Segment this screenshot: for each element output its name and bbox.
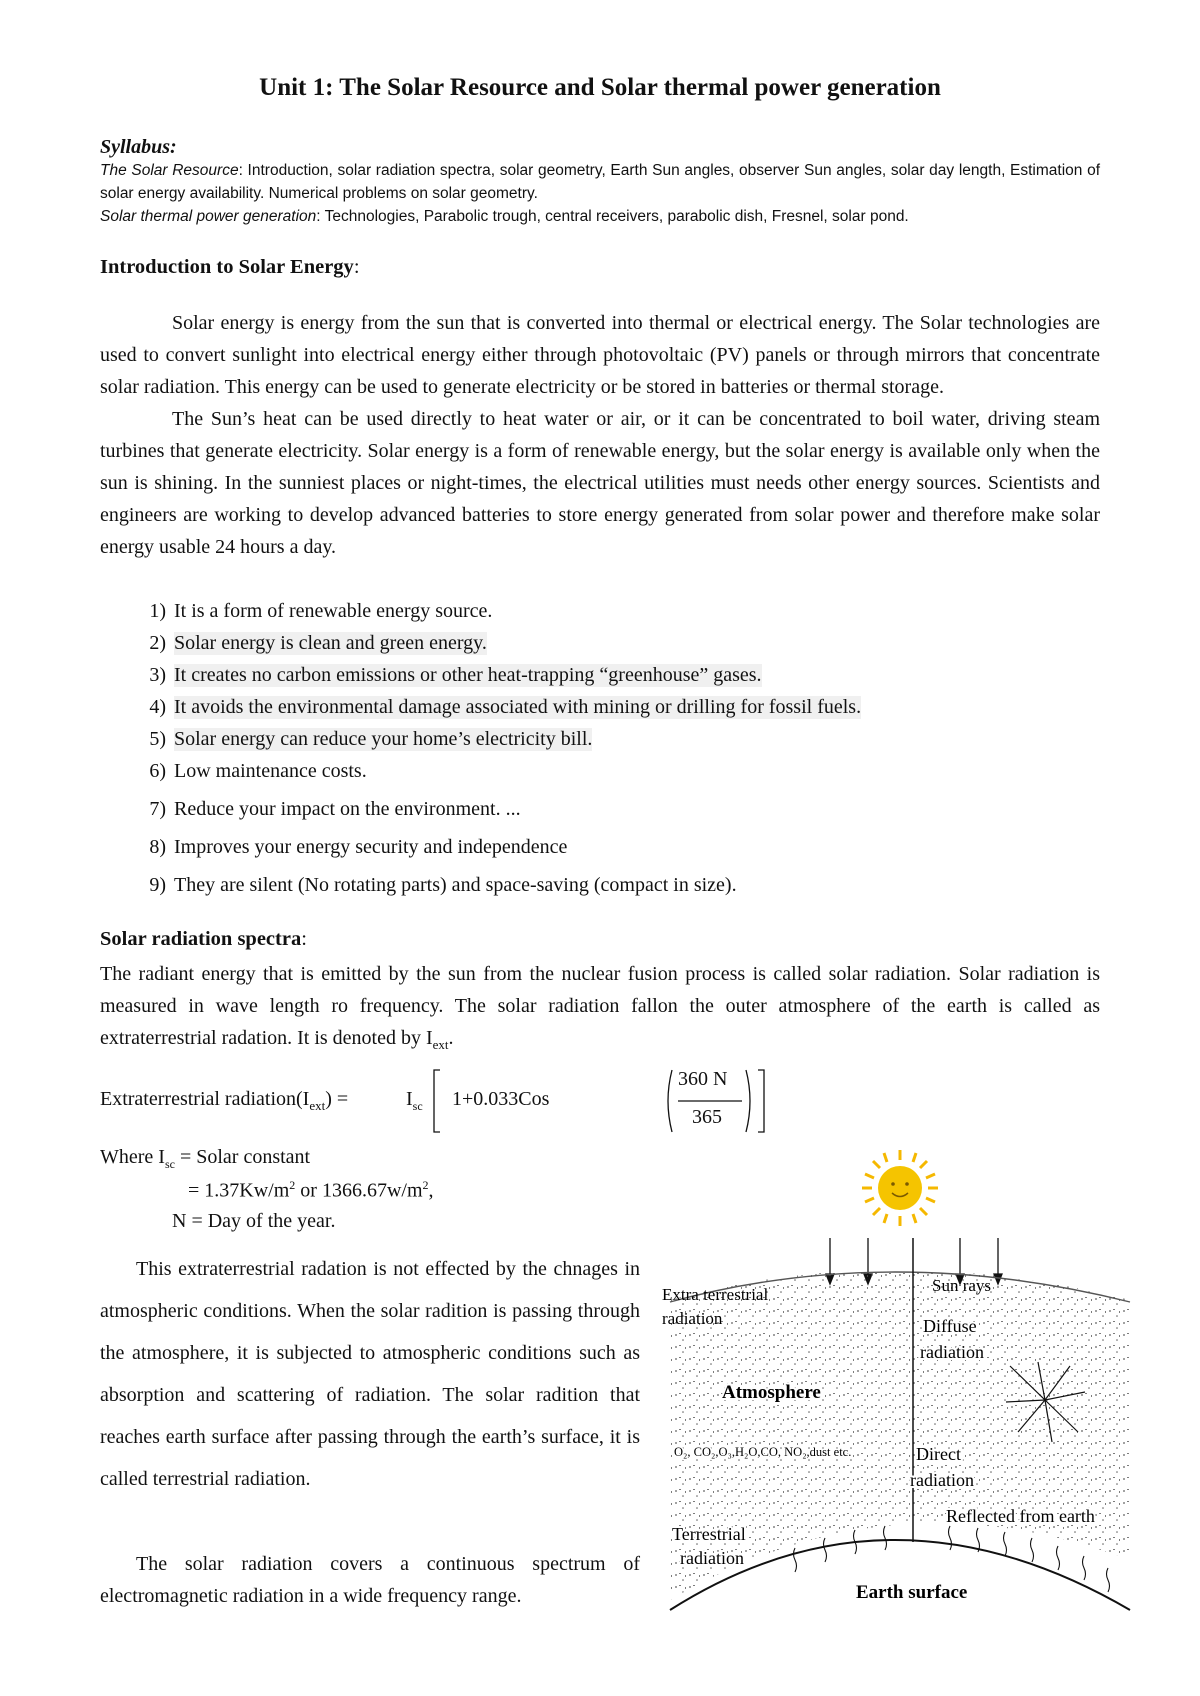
list-number: 7): [149, 798, 166, 820]
list-text: They are silent (No rotating parts) and space-saving (compact in size).: [174, 874, 737, 896]
list-text: Low maintenance costs.: [174, 760, 367, 782]
syllabus-heading: Syllabus:: [100, 136, 177, 158]
label-direct: Direct: [916, 1444, 961, 1464]
spectra-heading-colon: :: [301, 928, 307, 950]
formula-denominator: 365: [692, 1106, 722, 1128]
label-diffuse-2: radiation: [920, 1342, 984, 1362]
syllabus-text-solar-resource: : Introduction, solar radiation spectra, solar geometry, Earth Sun angles, observer Sun angles, solar day length, Estimation of solar energy availability. Numerical problems on solar geometry.: [100, 162, 1100, 202]
list-number: 8): [149, 836, 166, 858]
label-extra-terrestrial: Extra terrestrial: [662, 1285, 769, 1304]
where-day: N = Day of the year.: [172, 1210, 336, 1232]
sun-icon: [862, 1150, 938, 1226]
list-text: Improves your energy security and independence: [174, 836, 568, 858]
list-text: Solar energy can reduce your home’s electricity bill.: [174, 728, 593, 750]
list-text: Reduce your impact on the environment. ...: [174, 798, 521, 820]
formula-isc: [406, 1088, 423, 1114]
atmosphere-diagram: [660, 1140, 1140, 1620]
intro-body: [100, 307, 1100, 563]
spectra-paragraph-text: The radiant energy that is emitted by the sun from the nuclear fusion process is called solar radiation. Solar radiation is measured in wave length ro frequency. The solar radiation fallon the outer atmosphere of the earth is called as extraterrestrial radation. It is denoted by I: [100, 963, 1100, 1049]
syllabus-line-solar-resource: [100, 159, 1100, 205]
list-number: 2): [149, 632, 166, 654]
label-terrestrial: Terrestrial: [672, 1524, 746, 1544]
left-column-text-2: [100, 1548, 640, 1612]
list-number: 4): [149, 696, 166, 718]
formula-lhs-sub: ext: [309, 1098, 326, 1113]
spectra-heading: [100, 928, 307, 951]
where-solar-constant: [100, 1146, 310, 1172]
formula-lhs-text: Extraterrestrial radiation(I: [100, 1088, 310, 1110]
extraterrestrial-formula: [100, 1066, 728, 1136]
spectra-paragraph-end: .: [448, 1027, 454, 1049]
label-terrestrial-2: radiation: [680, 1548, 744, 1568]
where2-end: ,: [428, 1179, 434, 1202]
intro-heading-colon: :: [353, 256, 360, 278]
where2-text: = 1.37Kw/m: [188, 1179, 290, 1202]
list-number: 9): [149, 874, 166, 896]
where-value: [188, 1178, 434, 1203]
label-sun-rays: Sun rays: [932, 1276, 992, 1295]
intro-paragraph-2: The Sun’s heat can be used directly to heat water or air, or it can be concentrated to boil water, driving steam turbines that generate electricity. Solar energy is a form of renewable energy, but the solar energy is available only when the sun is shining. In the sunniest places or night-times, the electrical utilities must needs other energy sources. Scientists and engineers are working to develop advanced batteries to store energy generated from solar power and therefore make solar energy usable 24 hours a day.: [100, 408, 1100, 558]
left-column-text: [100, 1248, 640, 1500]
label-extra-terrestrial-2: radiation: [662, 1309, 723, 1328]
where2-sup2: 2: [422, 1178, 429, 1192]
where1-text: Where I: [100, 1146, 165, 1168]
where1-sub: sc: [164, 1157, 175, 1171]
formula-one-plus: 1+0.033Cos: [452, 1088, 550, 1110]
intro-heading: [100, 256, 360, 279]
list-text: It avoids the environmental damage associated with mining or drilling for fossil fuels.: [174, 696, 862, 718]
label-direct-2: radiation: [910, 1470, 974, 1490]
syllabus-label-solar-resource: The Solar Resource: [100, 162, 239, 179]
formula-isc-sub: sc: [412, 1099, 423, 1113]
label-gases: O₂, CO₂,O₃,H₂O,CO, NO₂,dust etc.: [674, 1445, 852, 1459]
formula-isc-text: I: [406, 1088, 413, 1110]
syllabus-text-thermal: : Technologies, Parabolic trough, central receivers, parabolic dish, Fresnel, solar pond.: [316, 208, 909, 225]
label-atmosphere: Atmosphere: [722, 1382, 821, 1403]
list-number: 6): [149, 760, 166, 782]
list-text: Solar energy is clean and green energy.: [174, 632, 487, 654]
where2-sup: 2: [289, 1178, 296, 1192]
list-text: It is a form of renewable energy source.: [174, 600, 493, 622]
formula-numerator: 360 N: [678, 1068, 728, 1090]
label-earth-surface: Earth surface: [856, 1582, 968, 1603]
syllabus-label-thermal: Solar thermal power generation: [100, 208, 317, 225]
intro-heading-text: Introduction to Solar Energy: [100, 256, 354, 278]
formula-lhs-end: ) =: [325, 1088, 349, 1110]
label-diffuse: Diffuse: [923, 1316, 977, 1336]
page-title: Unit 1: The Solar Resource and Solar thermal power generation: [259, 74, 941, 101]
formula-lhs: [100, 1088, 348, 1114]
spectra-paragraph: [100, 958, 1100, 1061]
spectra-paragraph-sub: ext: [432, 1037, 449, 1052]
list-text: It creates no carbon emissions or other heat-trapping “greenhouse” gases.: [174, 664, 762, 686]
label-reflected: Reflected from earth: [946, 1506, 1095, 1526]
list-number: 5): [149, 728, 166, 750]
spectrum-paragraph: The solar radiation covers a continuous spectrum of electromagnetic radiation in a wide frequency range.: [100, 1553, 640, 1607]
spectra-body: [100, 958, 1100, 1061]
list-number: 1): [149, 600, 166, 622]
where2-mid: or 1366.67w/m: [295, 1179, 423, 1202]
syllabus-line-thermal: [100, 205, 1100, 228]
intro-paragraph-1: Solar energy is energy from the sun that is converted into thermal or electrical energy. The Solar technologies are used to convert sunlight into electrical energy either through photovoltaic (PV) panels or through mirrors that concentrate solar radiation. This energy can be used to generate electricity or be stored in batteries or thermal storage.: [100, 312, 1100, 398]
where1-end: = Solar constant: [174, 1146, 311, 1168]
spectra-heading-text: Solar radiation spectra: [100, 928, 302, 950]
list-number: 3): [149, 664, 166, 686]
terrestrial-paragraph: This extraterrestrial radation is not effected by the chnages in atmospheric conditions. When the solar radition is passing through the atmosphere, it is subjected to atmospheric conditions such as absorption and scattering of radiation. The solar radition that reaches earth surface after passing through the earth’s surface, it is called terrestrial radiation.: [100, 1258, 640, 1490]
